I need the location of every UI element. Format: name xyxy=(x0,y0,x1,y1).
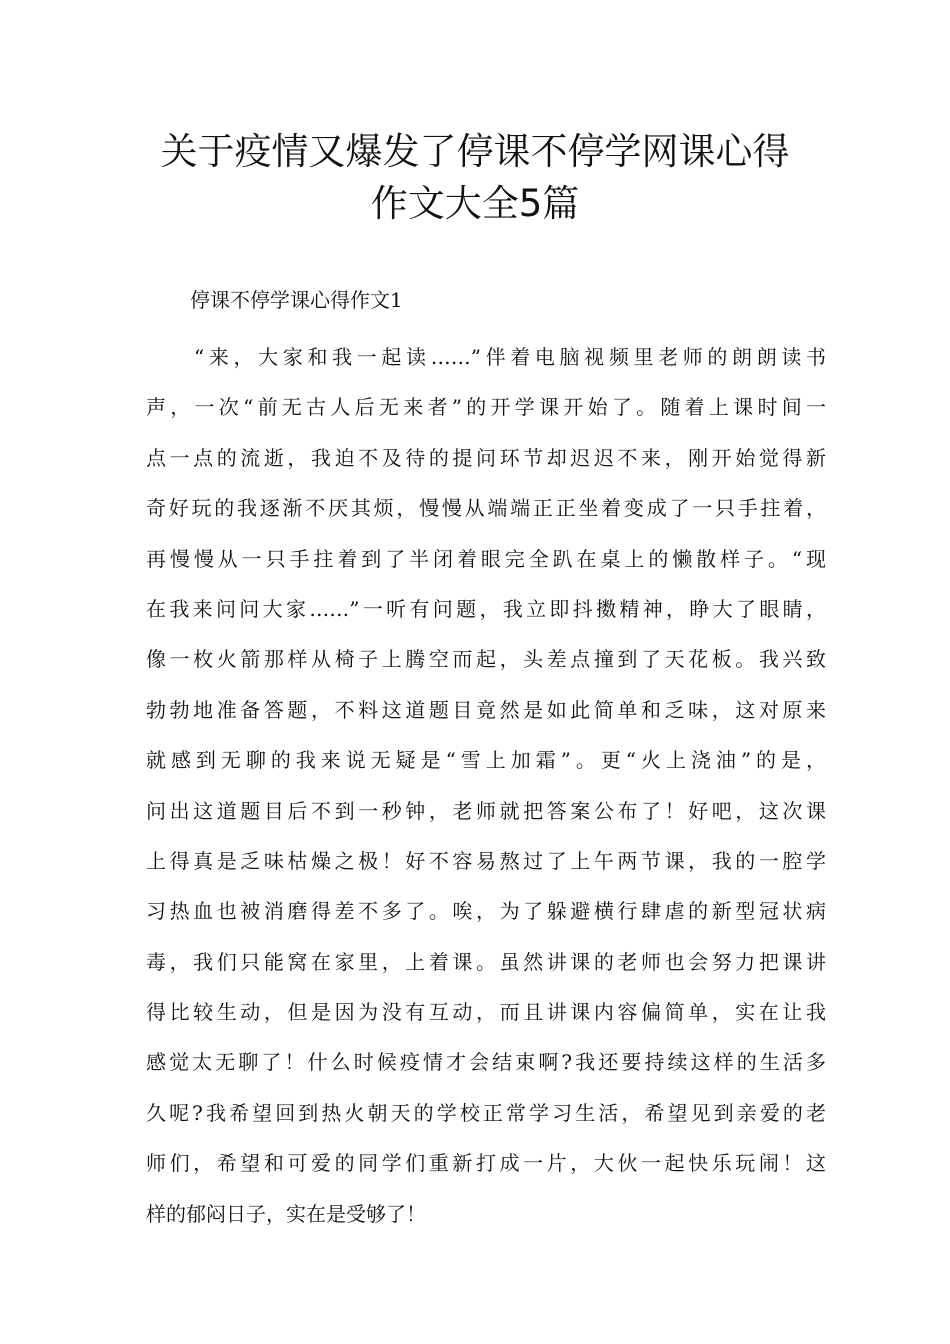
paragraph-line: 奇好玩的我逐渐不厌其烦，慢慢从端端正正坐着变成了一只手拄着， xyxy=(146,496,826,521)
essay-paragraph xyxy=(146,332,826,1239)
paragraph-line: 毒，我们只能窝在家里，上着课。虽然讲课的老师也会努力把课讲 xyxy=(146,949,826,974)
paragraph-line: 样的郁闷日子，实在是受够了！ xyxy=(146,1201,426,1226)
paragraph-line: 师们，希望和可爱的同学们重新打成一片，大伙一起快乐玩闹！这 xyxy=(146,1151,826,1176)
paragraph-line: 像一枚火箭那样从椅子上腾空而起，头差点撞到了天花板。我兴致 xyxy=(146,647,826,672)
paragraph-line: 习热血也被消磨得差不多了。唉，为了躲避横行肆虐的新型冠状病 xyxy=(146,899,826,924)
paragraph-line: 声，一次“前无古人后无来者”的开学课开始了。随着上课时间一 xyxy=(146,395,826,420)
paragraph-line: 在我来问问大家……”一听有问题，我立即抖擞精神，睁大了眼睛， xyxy=(146,596,826,621)
paragraph-line: 勃勃地准备答题，不料这道题目竟然是如此简单和乏味，这对原来 xyxy=(146,697,826,722)
page-title xyxy=(100,126,850,230)
paragraph-line: 问出这道题目后不到一秒钟，老师就把答案公布了！好吧，这次课 xyxy=(146,798,826,823)
paragraph-line: 再慢慢从一只手拄着到了半闭着眼完全趴在桌上的懒散样子。“现 xyxy=(146,546,826,571)
paragraph-line: 上得真是乏味枯燥之极！好不容易熬过了上午两节课，我的一腔学 xyxy=(146,848,826,873)
paragraph-line: 得比较生动，但是因为没有互动，而且讲课内容偏简单，实在让我 xyxy=(146,1000,826,1025)
title-line-2: 作文大全5篇 xyxy=(370,182,580,225)
section-heading: 停课不停学课心得作文1 xyxy=(190,288,403,312)
paragraph-line: 点一点的流逝，我迫不及待的提问环节却迟迟不来，刚开始觉得新 xyxy=(146,445,826,470)
title-line-1: 关于疫情又爆发了停课不停学网课心得 xyxy=(160,130,790,173)
paragraph-line: 就感到无聊的我来说无疑是“雪上加霜”。更“火上浇油”的是， xyxy=(146,748,826,773)
paragraph-line: 久呢?我希望回到热火朝天的学校正常学习生活，希望见到亲爱的老 xyxy=(146,1100,826,1125)
paragraph-line: 感觉太无聊了！什么时候疫情才会结束啊?我还要持续这样的生活多 xyxy=(146,1050,826,1075)
paragraph-line: “来，大家和我一起读……”伴着电脑视频里老师的朗朗读书 xyxy=(194,345,826,369)
